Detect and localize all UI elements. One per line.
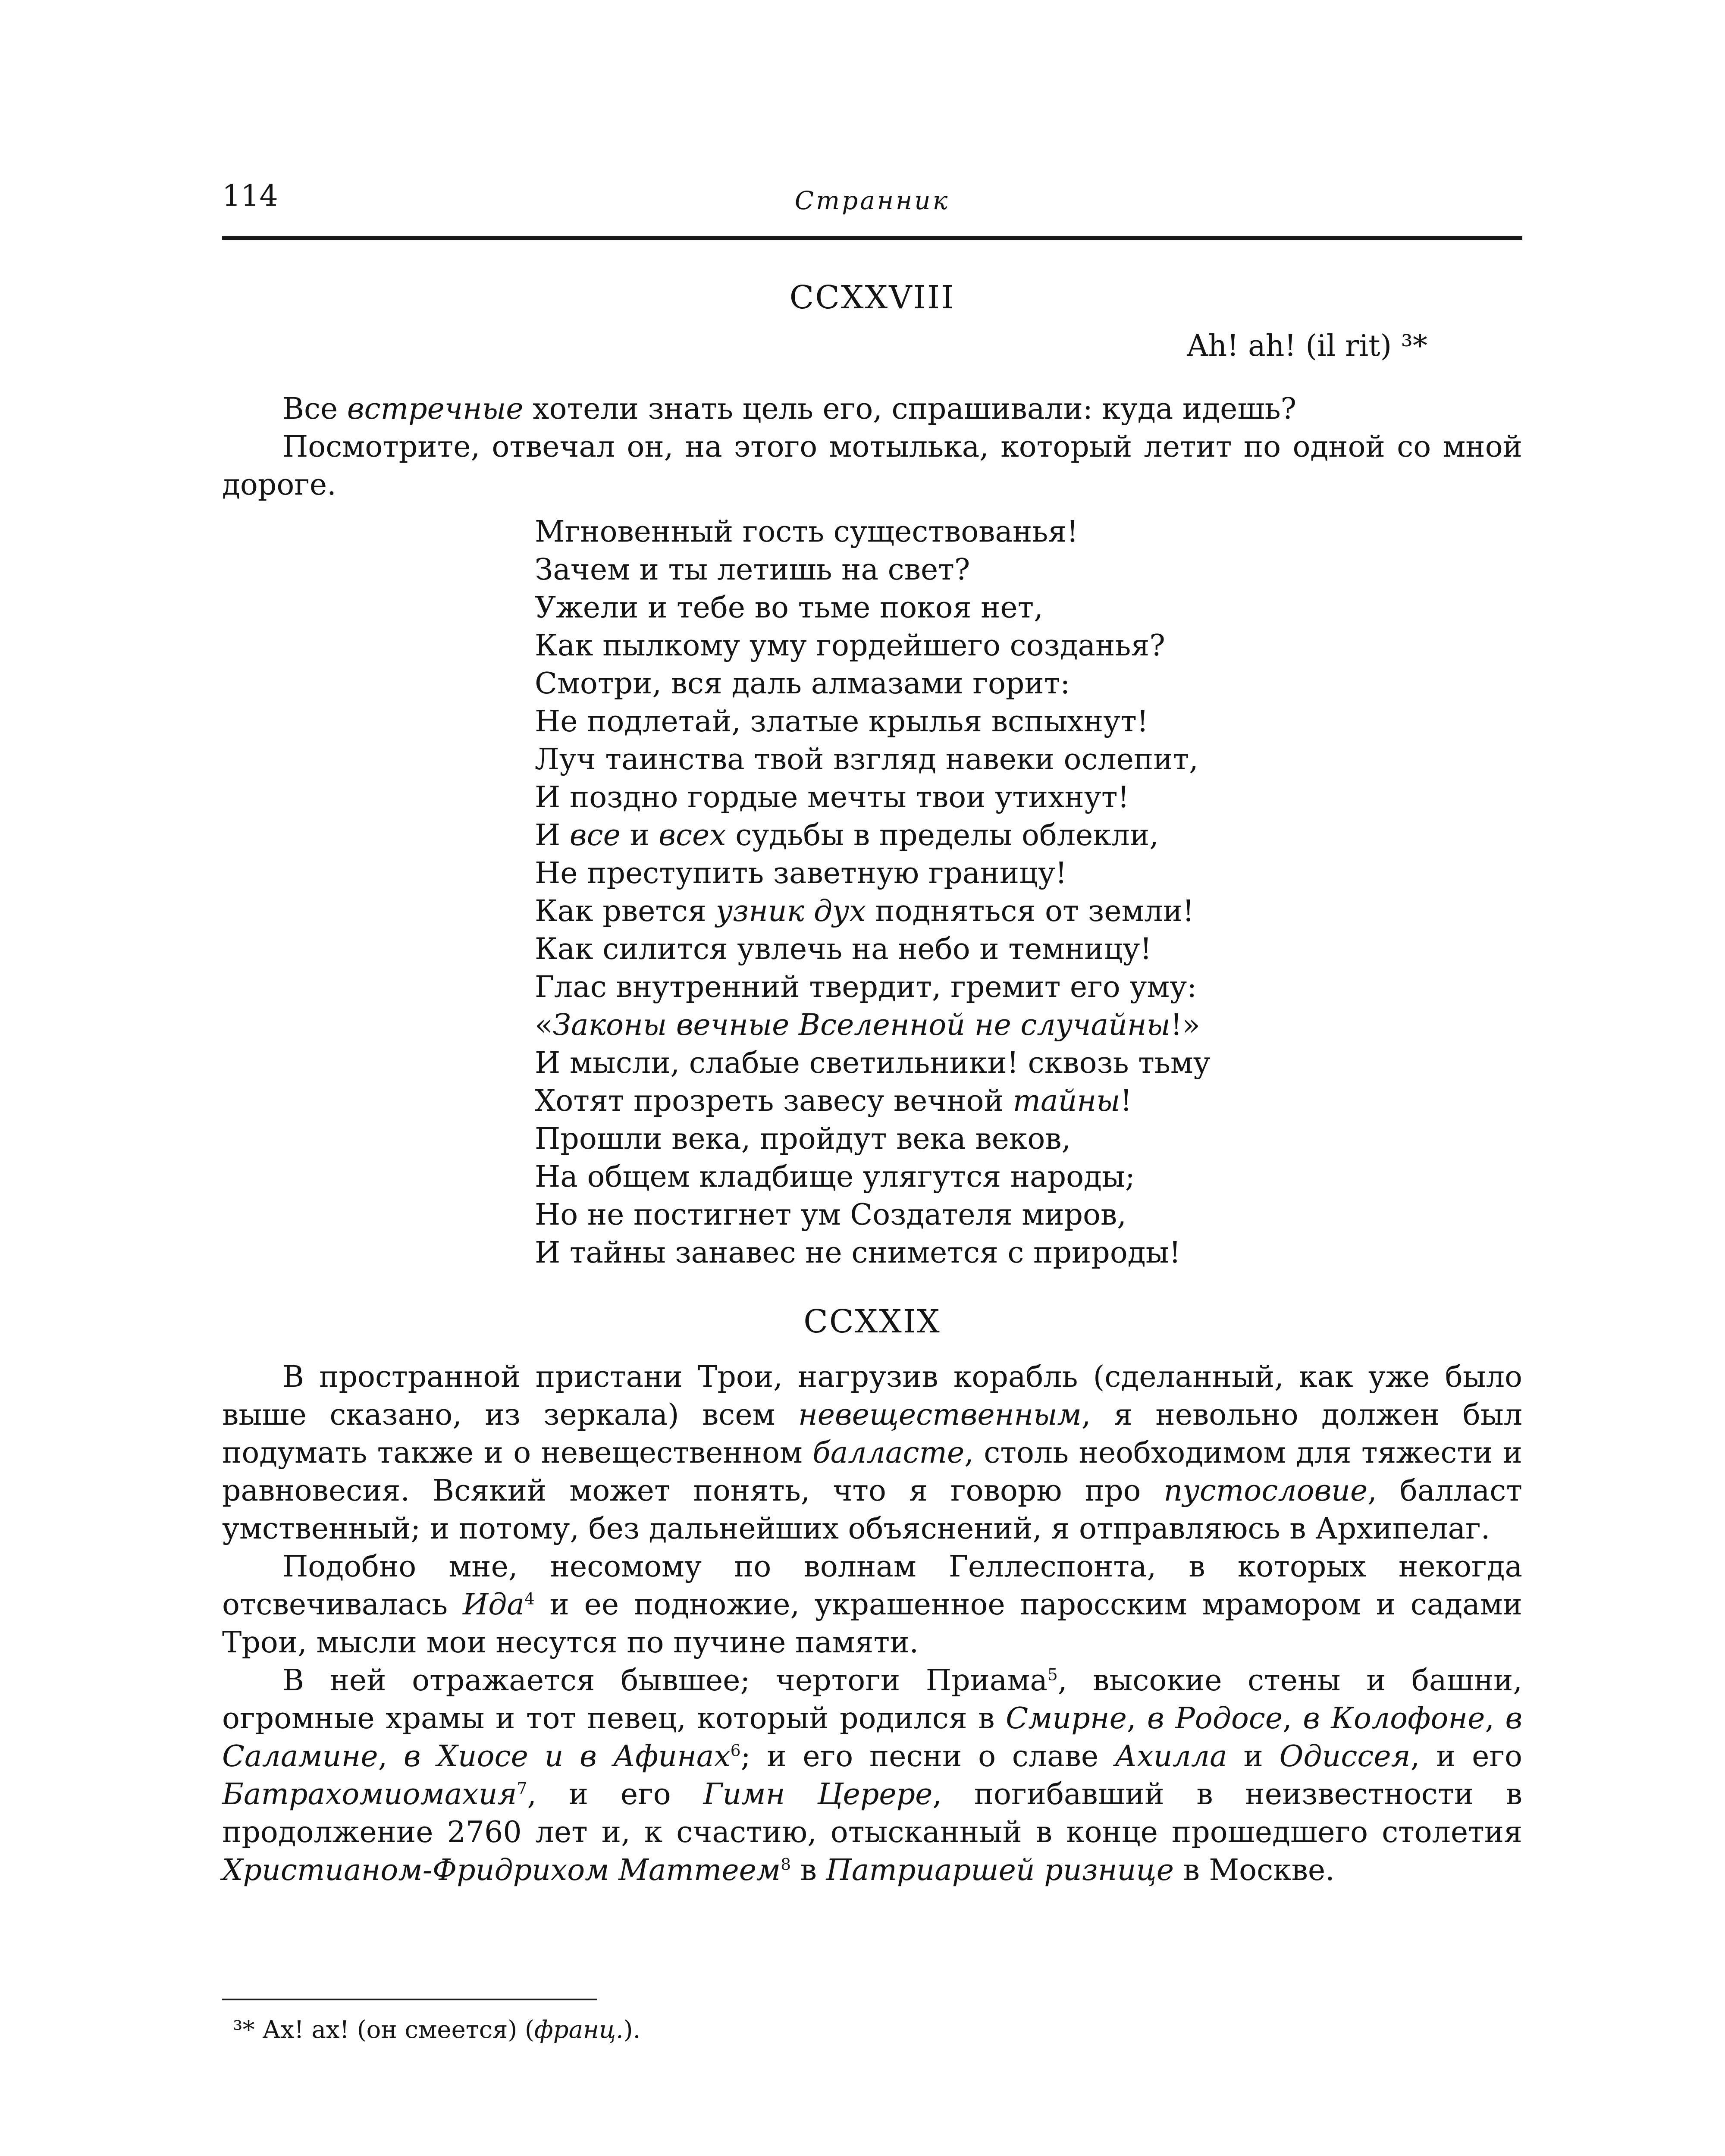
paragraph: Посмотрите, отвечал он, на этого мотылька, который летит по одной со мной дороге.: [222, 430, 1522, 502]
verse-line: Как рвется узник дух подняться от земли!: [535, 894, 1195, 928]
verse-line: Ужели и тебе во тьме покоя нет,: [535, 591, 1043, 625]
verse-line: Мгновенный гость существованья!: [535, 515, 1079, 549]
verse-line: Прошли века, пройдут века веков,: [535, 1122, 1071, 1156]
verse-line: И тайны занавес не снимется с природы!: [535, 1236, 1181, 1270]
paragraph: Все встречные хотели знать цель его, спрашивали: куда идешь?: [282, 392, 1297, 426]
verse-line: «Законы вечные Вселенной не случайны!»: [535, 1008, 1200, 1042]
paragraph: В ней отражается бывшее; чертоги Приама$^5$, высокие стены и башни, огромные храмы и тот певец, который родился в Смирне, в Родосе, в Колофоне, в Саламине, в Хиосе и в Афинах$^6$; и его песни о славе Ахилла и Одиссея, и его Батрахомиомахия$^7$, и его Гимн Церере, погибавший в неизвестности в продолжение 2760 лет и, к счастию, отысканный в конце прошедшего столетия Христианом-Фридрихом Маттеем$^8$ в Патриаршей ризнице в Москве.: [222, 1664, 1523, 1887]
section-ccxxviii-prose: [222, 390, 1522, 504]
footnote: ³* Ах! ах! (он смеется) (франц.).: [233, 2016, 641, 2044]
verse-line: И поздно гордые мечты твои утихнут!: [535, 780, 1129, 815]
section-heading: CCXXVIII: [789, 279, 955, 316]
page-number: 114: [222, 179, 278, 213]
verse-line: Но не постигнет ум Создателя миров,: [535, 1198, 1126, 1232]
verse-line: Глас внутренний твердит, гремит его уму:: [535, 970, 1197, 1004]
section-ccxxviii-heading-block: [222, 276, 1522, 319]
verse-line: Как пылкому уму гордейшего созданья?: [535, 629, 1165, 663]
verse-line: И все и всех судьбы в пределы облекли,: [535, 818, 1159, 852]
verse-line: Не подлетай, златые крылья вспыхнут!: [535, 705, 1149, 739]
verse-line: Хотят прозреть завесу вечной тайны!: [535, 1084, 1132, 1118]
header-rule: [222, 236, 1522, 240]
verse-line: Луч таинства твой взгляд навеки ослепит,: [535, 743, 1198, 777]
page-header: [222, 170, 1522, 222]
verse-line: Как силится увлечь на небо и темницу!: [535, 932, 1152, 966]
footnote-rule: [222, 1999, 597, 2000]
verse-line: Не преступить заветную границу!: [535, 856, 1067, 890]
poem: [535, 513, 1484, 1272]
section-ccxxix-heading-block: [222, 1300, 1522, 1343]
running-title: Странник: [794, 186, 950, 215]
epigraph: Ah! ah! (il rit) ³*: [1187, 329, 1427, 363]
paragraph: В пространной пристани Трои, нагрузив корабль (сделанный, как уже было выше сказано, из зеркала) всем невещественным, я невольно должен был подумать также и о невещественном балласте, столь необходимом для тяжести и равновесия. Всякий может понять, что я говорю про пустословие, балласт умственный; и потому, без дальнейших объяснений, я отправляюсь в Архипелаг.: [222, 1360, 1523, 1546]
verse-line: Смотри, вся даль алмазами горит:: [535, 667, 1070, 701]
verse-line: И мысли, слабые светильники! сквозь тьму: [535, 1046, 1211, 1080]
epigraph-block: [222, 327, 1522, 366]
verse-line: Зачем и ты летишь на свет?: [535, 553, 970, 587]
section-heading: CCXXIX: [803, 1303, 941, 1340]
verse-line: На общем кладбище улягутся народы;: [535, 1160, 1135, 1194]
section-ccxxix-prose: [222, 1358, 1522, 1890]
paragraph: Подобно мне, несомому по волнам Геллеспонта, в которых некогда отсвечивалась Ида$^4$ и ее подножие, украшенное паросским мрамором и садами Трои, мысли мои несутся по пучине памяти.: [222, 1550, 1522, 1660]
